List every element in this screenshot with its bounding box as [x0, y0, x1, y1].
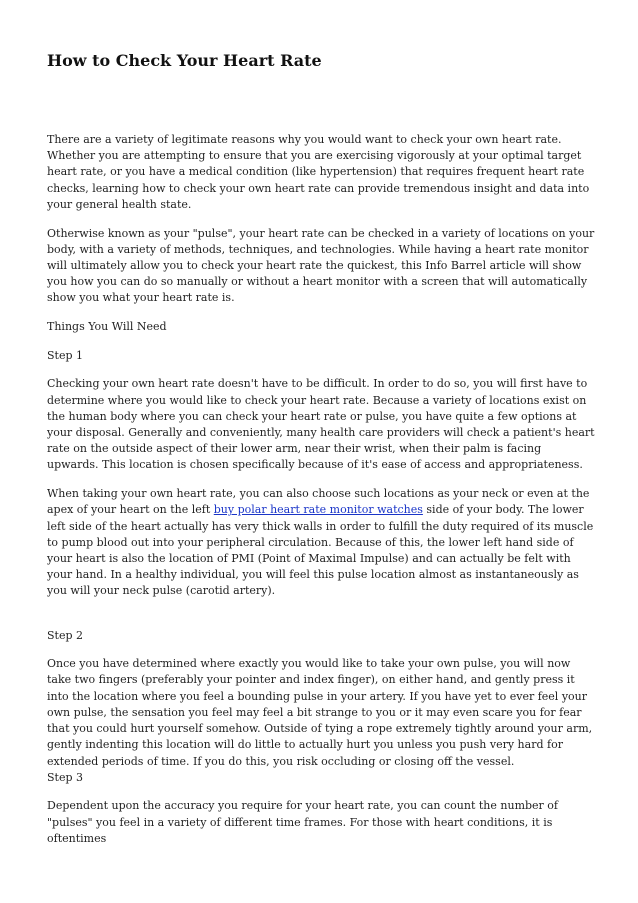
step2-paragraph: Once you have determined where exactly you would like to take your own pulse, you will now take two fingers (preferably your pointer and index finger), on either hand, and gently press it into the location where you feel a bounding pulse in your artery. If you have yet to ever feel your own pulse, the sensation you feel may feel a bit strange to you or it may even scare you for fear that you could hurt yourself somehow. Outside of tying a rope extremely tightly around your arm, gently indenting this location will do little to actually hurt you unless you push very hard for extended periods of time. If you do this, you risk occluding or closing off the vessel.	[47, 657, 593, 768]
step1-paragraph-2	[47, 486, 595, 599]
intro-paragraph-2: Otherwise known as your "pulse", your heart rate can be checked in a variety of locations on your body, with a variety of methods, techniques, and technologies. While having a heart rate monitor will ultimately allow you to check your heart rate the quickest, this Info Barrel article will show you how you can do so manually or without a heart monitor with a screen that will automatically show you what your heart rate is.	[47, 226, 595, 305]
step2-heading: Step 2	[47, 628, 84, 642]
step3-paragraph: Dependent upon the accuracy you require for your heart rate, you can count the number of "pulses" you feel in a variety of different time frames. For those with heart conditions, it is oftentimes	[47, 799, 558, 845]
things-needed-heading: Things You Will Need	[47, 320, 167, 334]
step3-heading: Step 3	[47, 770, 84, 784]
intro-paragraph-1: There are a variety of legitimate reasons why you would want to check your own heart rate. Whether you are attempting to ensure that you are exercising vigorously at your optimal target heart rate, or you have a medical condition (like hypertension) that requires frequent heart rate checks, learning how to check your own heart rate can provide tremendous insight and data into your general health state.	[47, 133, 590, 211]
step1-paragraph-2-text-after: side of your body. The lower left side of the heart actually has very thick walls in order to fulfill the duty required of its muscle to pump blood out into your peripheral circulation. Because of this, the lower left hand side of your heart is also the location of PMI (Point of Maximal Impulse) and can actually be felt with your hand. In a healthy individual, you will feel this pulse location almost as instantaneously as you will your neck pulse (carotid artery).	[47, 503, 594, 598]
step1-paragraph-2-text-before: When taking your own heart rate, you can also choose such locations as your neck or even at the apex of your heart on the left	[47, 487, 590, 517]
step1-heading: Step 1	[47, 348, 84, 362]
polar-heart-rate-monitor-link[interactable]: buy polar heart rate monitor watches	[213, 503, 423, 517]
article-body	[47, 132, 595, 847]
page-title: How to Check Your Heart Rate	[47, 51, 322, 70]
document-page	[47, 50, 595, 860]
step1-paragraph-1: Checking your own heart rate doesn't have to be difficult. In order to do so, you will first have to determine where you would like to check your heart rate. Because a variety of locations exist on the human body where you can check your heart rate or pulse, you have quite a few options at your disposal. Generally and conveniently, many health care providers will check a patient's heart rate on the outside aspect of their lower arm, near their wrist, when their palm is facing upwards. This location is chosen specifically because of it's ease of access and appropriateness.	[47, 377, 595, 472]
